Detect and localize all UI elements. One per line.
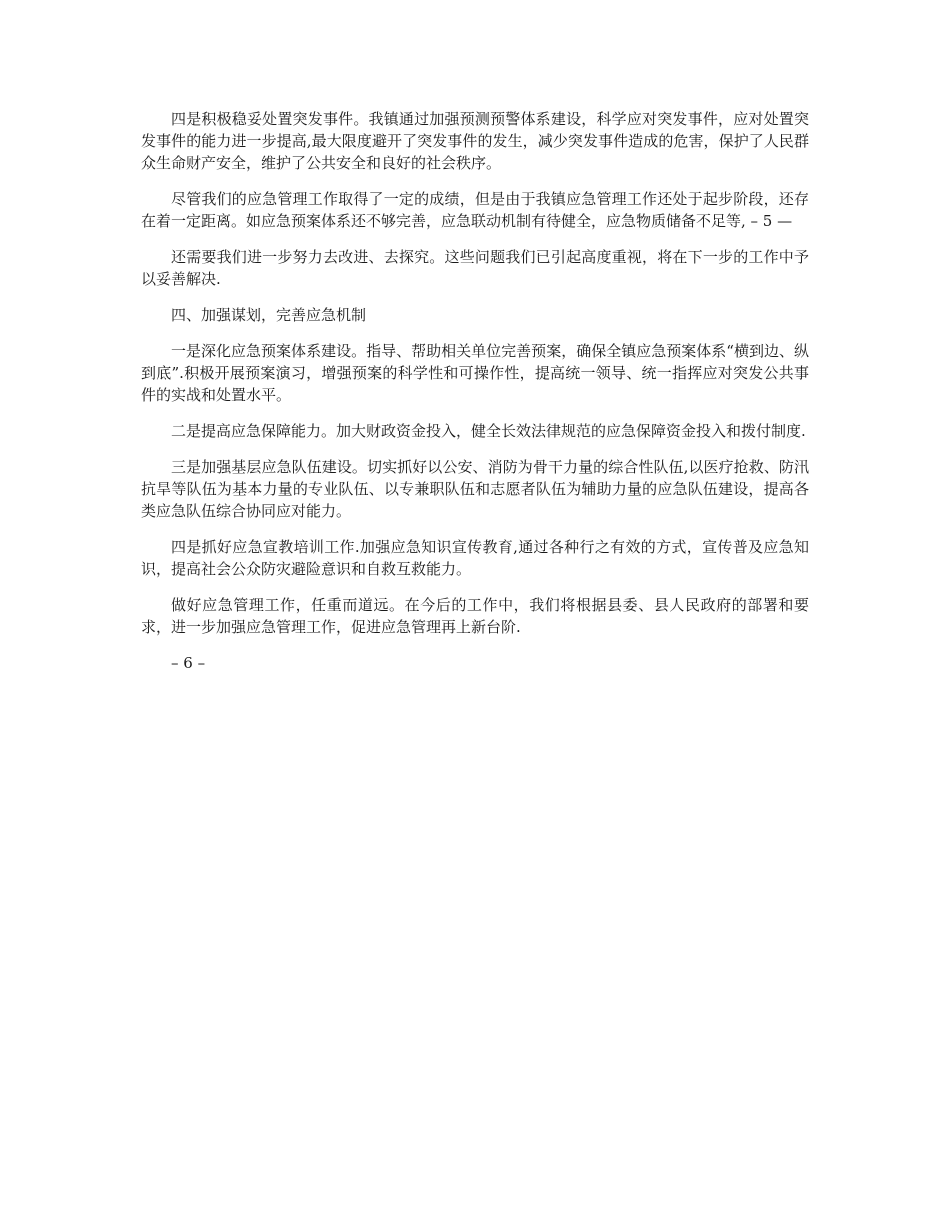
paragraph-guarantee-capacity: 二是提高应急保障能力。加大财政资金投入，健全长效法律规范的应急保障资金投入和拨付制度. <box>171 422 806 440</box>
paragraph-team-building: 三是加强基层应急队伍建设。切实抓好以公安、消防为骨干力量的综合性队伍,以医疗抢救、防汛抗旱等队伍为基本力量的专业队伍、以专兼职队伍和志愿者队伍为辅助力量的应急队伍建设，提高各类应急队伍综合协同应对能力。 <box>141 458 809 520</box>
paragraph-shortcomings: 尽管我们的应急管理工作取得了一定的成绩，但是由于我镇应急管理工作还处于起步阶段，还存在着一定距离。如应急预案体系还不够完善，应急联动机制有待健全，应急物质储备不足等, – 5 — <box>141 190 809 230</box>
section-heading: 四、加强谋划，完善应急机制 <box>171 306 367 324</box>
paragraph-improvement: 还需要我们进一步努力去改进、去探究。这些问题我们已引起高度重视，将在下一步的工作中予以妥善解决. <box>141 248 809 288</box>
page-number: – 6 – <box>171 654 206 672</box>
paragraph-emergency-handling: 四是积极稳妥处置突发事件。我镇通过加强预测预警体系建设，科学应对突发事件，应对处置突发事件的能力进一步提高,最大限度避开了突发事件的发生，减少突发事件造成的危害，保护了人民群众生命财产安全，维护了公共安全和良好的社会秩序。 <box>141 110 809 172</box>
document-page <box>141 108 809 674</box>
paragraph-conclusion: 做好应急管理工作，任重而道远。在今后的工作中，我们将根据县委、县人民政府的部署和要求，进一步加强应急管理工作，促进应急管理再上新台阶. <box>141 596 809 636</box>
paragraph-training: 四是抓好应急宣教培训工作.加强应急知识宣传教育,通过各种行之有效的方式，宣传普及应急知识，提高社会公众防灾避险意识和自救互救能力。 <box>141 538 809 578</box>
paragraph-plan-system: 一是深化应急预案体系建设。指导、帮助相关单位完善预案，确保全镇应急预案体系“横到边、纵到底”.积极开展预案演习，增强预案的科学性和可操作性，提高统一领导、统一指挥应对突发公共事件的实战和处置水平。 <box>141 342 809 404</box>
